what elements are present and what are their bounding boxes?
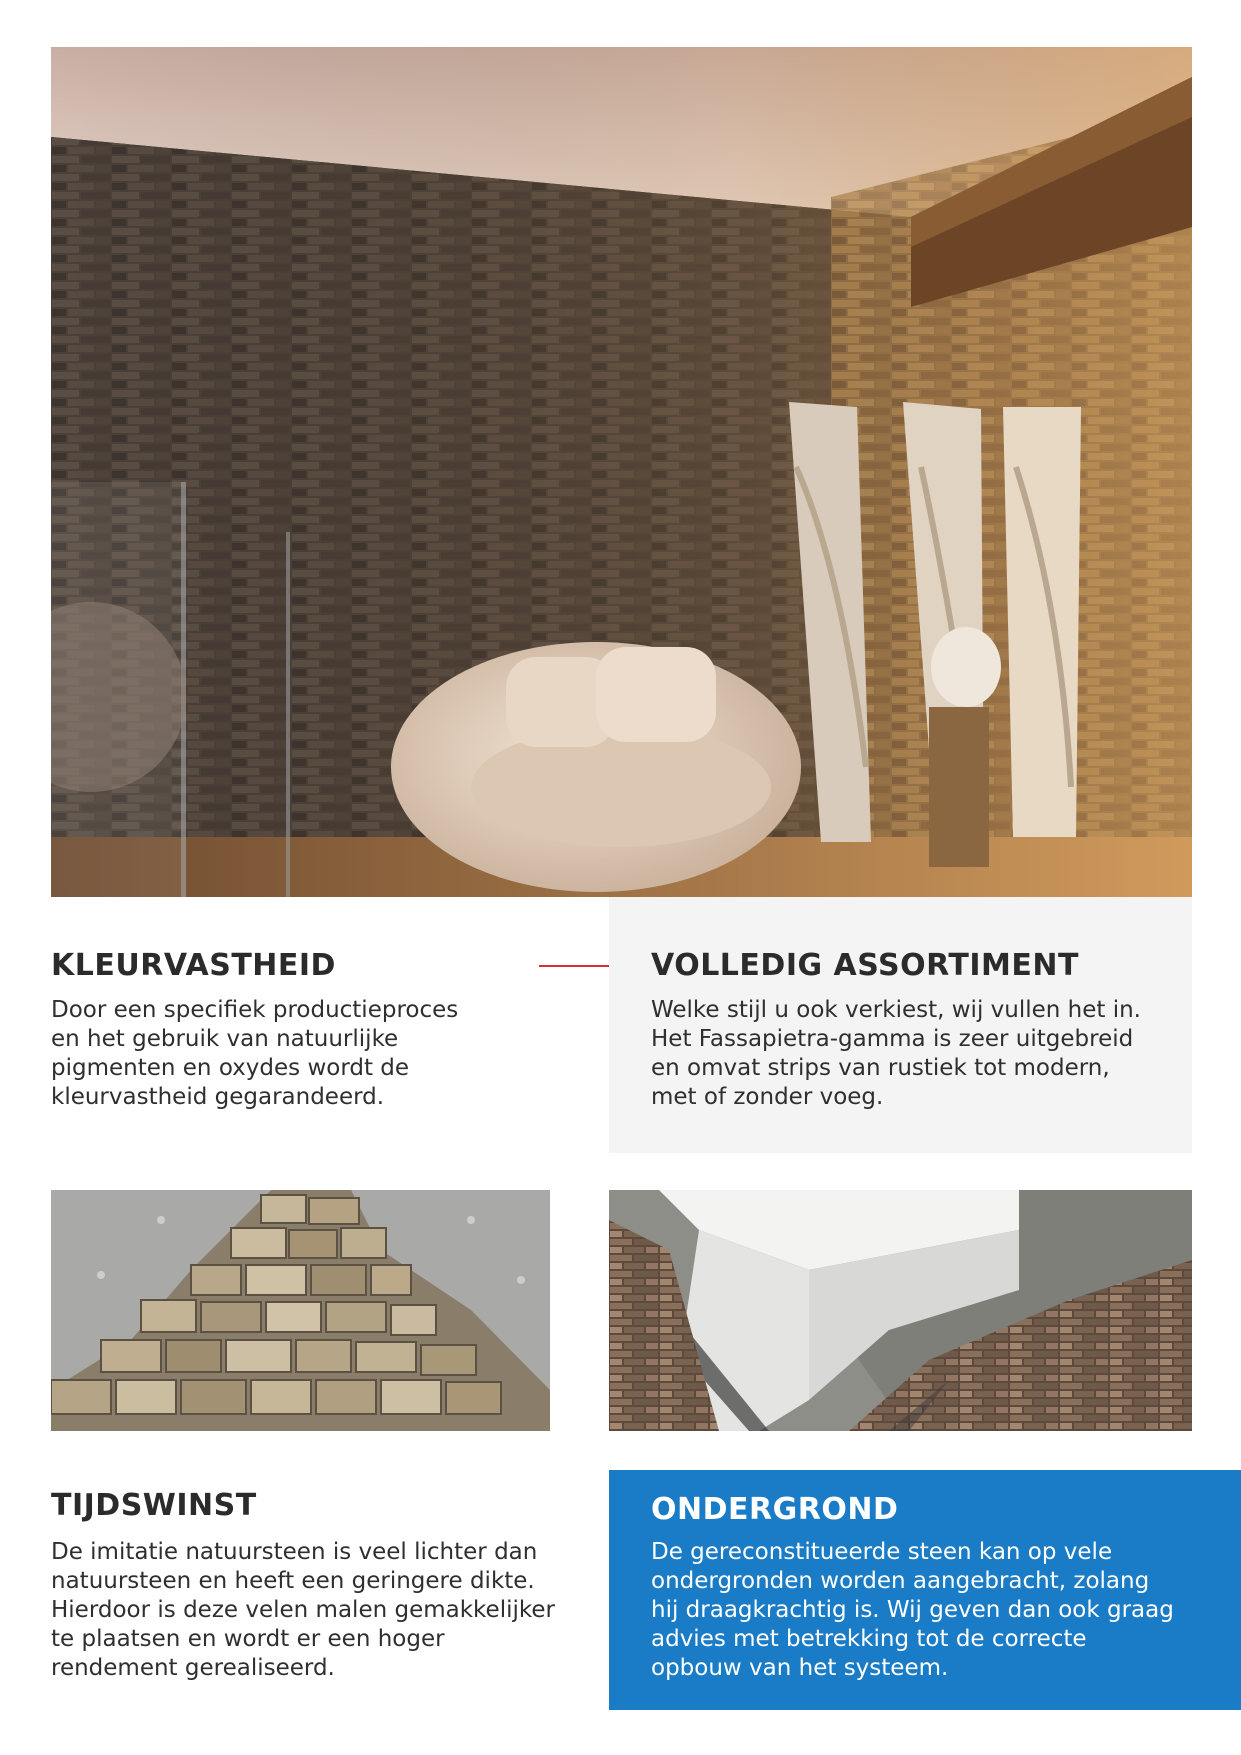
kleurvastheid-line: Door een specifiek productieproces: [51, 997, 459, 1023]
volledig-line: Het Fassapietra-gamma is zeer uitgebreid: [651, 1026, 1134, 1052]
tijdswinst-heading: TIJDSWINST: [51, 1488, 257, 1523]
kleurvastheid-line: kleurvastheid gegarandeerd.: [51, 1084, 385, 1110]
ondergrond-line: De gereconstitueerde steen kan op vele: [651, 1539, 1113, 1565]
wall-system-photo: [609, 1190, 1192, 1431]
volledig-assortiment-heading: VOLLEDIG ASSORTIMENT: [651, 948, 1079, 983]
volledig-line: met of zonder voeg.: [651, 1084, 884, 1110]
ondergrond-panel: [609, 1470, 1241, 1710]
kleurvastheid-heading: KLEURVASTHEID: [51, 948, 336, 983]
ondergrond-line: hij draagkrachtig is. Wij geven dan ook graag: [651, 1597, 1174, 1623]
ondergrond-line: advies met betrekking tot de correcte: [651, 1626, 1087, 1652]
stone-wall-photo-icon: [51, 1190, 550, 1431]
kleurvastheid-line: pigmenten en oxydes wordt de: [51, 1055, 410, 1081]
wall-system-diagram-icon: [609, 1190, 1192, 1431]
interior-photo-icon: [51, 47, 1192, 897]
tijdswinst-line: De imitatie natuursteen is veel lichter dan: [51, 1539, 538, 1565]
ondergrond-line: ondergronden worden aangebracht, zolang: [651, 1568, 1150, 1594]
ondergrond-heading: ONDERGROND: [651, 1492, 899, 1527]
kleurvastheid-line: en het gebruik van natuurlijke: [51, 1026, 399, 1052]
tijdswinst-line: rendement gerealiseerd.: [51, 1655, 335, 1681]
hero-interior-photo: [51, 47, 1192, 897]
volledig-line: en omvat strips van rustiek tot modern,: [651, 1055, 1110, 1081]
stone-wall-photo: [51, 1190, 550, 1431]
volledig-line: Welke stijl u ook verkiest, wij vullen het in.: [651, 997, 1141, 1023]
volledig-assortiment-panel: [609, 897, 1192, 1153]
tijdswinst-line: te plaatsen en wordt er een hoger: [51, 1626, 445, 1652]
ondergrond-line: opbouw van het systeem.: [651, 1655, 949, 1681]
tijdswinst-line: Hierdoor is deze velen malen gemakkelijker: [51, 1597, 555, 1623]
tijdswinst-line: natuursteen en heeft een geringere dikte.: [51, 1568, 535, 1594]
